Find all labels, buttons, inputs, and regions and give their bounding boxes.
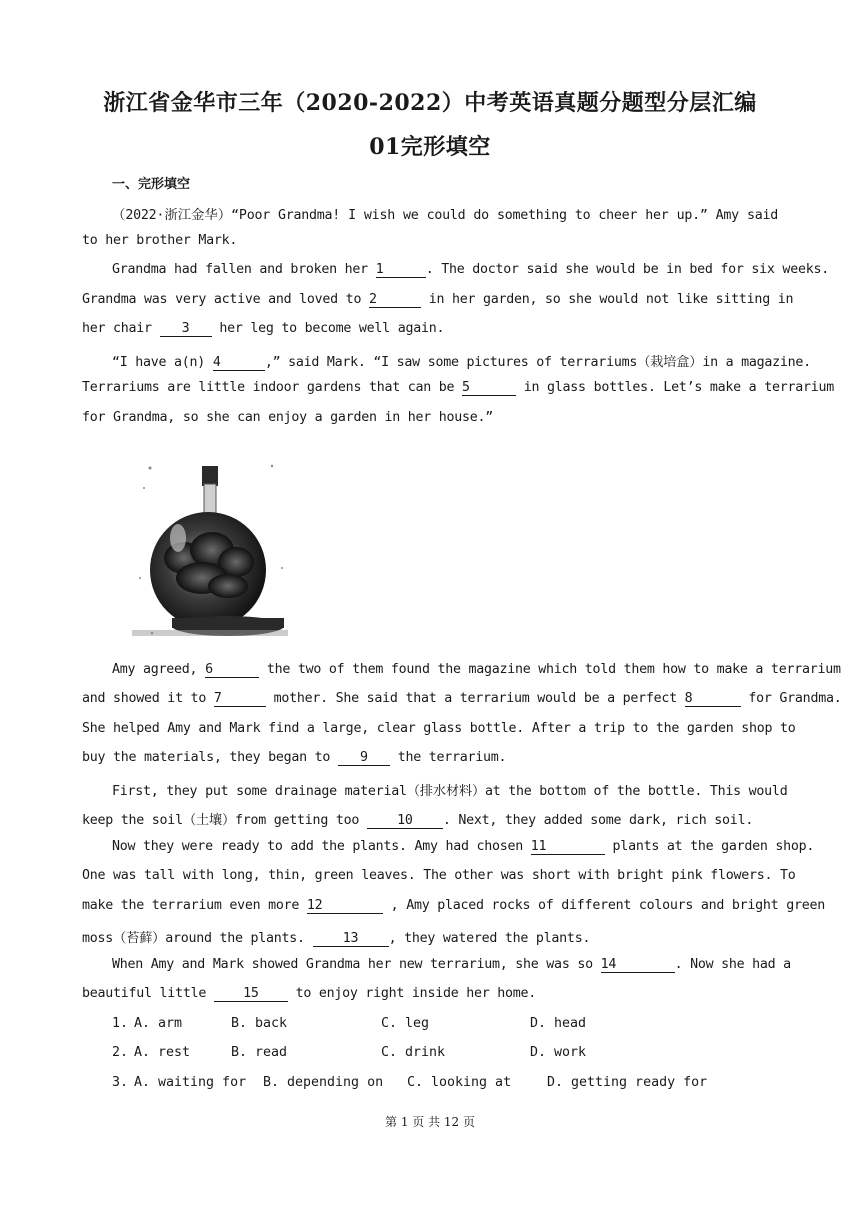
section-heading: 一、完形填空	[112, 177, 191, 192]
blank-15: 15	[214, 987, 288, 1002]
passage-line: buy the materials, they began to 9 the terrarium.	[82, 750, 507, 765]
blank-10: 10	[367, 814, 443, 829]
passage-line: beautiful little 15 to enjoy right inside her home.	[82, 986, 537, 1001]
passage-line: One was tall with long, thin, green leaves. The other was short with bright pink flowers. To	[82, 868, 796, 883]
passage-line: “I have a(n) 4 ,” said Mark. “I saw some pictures of terrariums（栽培盒）in a magazine.	[112, 355, 811, 370]
option-b: B. depending on	[263, 1075, 384, 1090]
option-b: B. read	[231, 1045, 288, 1060]
terrarium-bottle-photo	[132, 458, 288, 644]
blank-8: 8	[685, 692, 741, 707]
passage-line: Now they were ready to add the plants. Amy had chosen 11 plants at the garden shop.	[112, 839, 815, 854]
option-b: B. back	[231, 1016, 288, 1031]
passage-line: First, they put some drainage material（排水材料）at the bottom of the bottle. This would	[112, 784, 788, 799]
passage-line: Grandma was very active and loved to 2 in her garden, so she would not like sitting in	[82, 292, 794, 307]
blank-6: 6	[205, 663, 259, 678]
question-number: 1.	[112, 1016, 129, 1031]
passage-line: her chair 3 her leg to become well again.	[82, 321, 445, 336]
passage-line: When Amy and Mark showed Grandma her new terrarium, she was so 14 . Now she had a	[112, 957, 791, 972]
option-a: A. rest	[134, 1045, 191, 1060]
option-c: C. drink	[381, 1045, 446, 1060]
passage-line: to her brother Mark.	[82, 233, 238, 248]
passage-line: and showed it to 7 mother. She said that a terrarium would be a perfect 8 for Grandma.	[82, 691, 842, 706]
blank-5: 5	[462, 381, 516, 396]
passage-line: keep the soil（土壤）from getting too 10 . Next, they added some dark, rich soil.	[82, 813, 754, 828]
blank-12: 12	[307, 899, 383, 914]
question-number: 2.	[112, 1045, 129, 1060]
blank-7: 7	[214, 692, 266, 707]
document-title: 浙江省金华市三年（2020-2022）中考英语真题分题型分层汇编	[103, 90, 757, 116]
blank-3: 3	[160, 322, 212, 337]
option-c: C. looking at	[407, 1075, 512, 1090]
blank-4: 4	[213, 356, 265, 371]
passage-line: Amy agreed, 6 the two of them found the magazine which told them how to make a terrarium	[112, 662, 841, 677]
question-number: 3.	[112, 1075, 129, 1090]
passage-line: Grandma had fallen and broken her 1 . The doctor said she would be in bed for six weeks.	[112, 262, 829, 277]
document-subtitle: 01完形填空	[369, 134, 491, 160]
passage-line: for Grandma, so she can enjoy a garden in her house.”	[82, 410, 494, 425]
passage-line: make the terrarium even more 12 , Amy placed rocks of different colours and bright green	[82, 898, 825, 913]
blank-1: 1	[376, 263, 426, 278]
option-d: D. head	[530, 1016, 587, 1031]
page-footer: 第 1 页 共 12 页	[385, 1115, 475, 1129]
option-a: A. arm	[134, 1016, 183, 1031]
option-d: D. getting ready for	[547, 1075, 708, 1090]
passage-line: moss（苔藓）around the plants. 13 , they watered the plants.	[82, 931, 591, 946]
option-c: C. leg	[381, 1016, 430, 1031]
blank-2: 2	[369, 293, 421, 308]
blank-9: 9	[338, 751, 390, 766]
option-d: D. work	[530, 1045, 587, 1060]
passage-line: （2022·浙江金华）“Poor Grandma! I wish we could do something to cheer her up.” Amy said	[112, 208, 778, 223]
blank-11: 11	[531, 840, 605, 855]
passage-line: Terrariums are little indoor gardens that can be 5 in glass bottles. Let’s make a terrarium	[82, 380, 834, 395]
blank-14: 14	[601, 958, 675, 973]
option-a: A. waiting for	[134, 1075, 247, 1090]
passage-line: She helped Amy and Mark find a large, clear glass bottle. After a trip to the garden shop to	[82, 721, 796, 736]
blank-13: 13	[313, 932, 389, 947]
